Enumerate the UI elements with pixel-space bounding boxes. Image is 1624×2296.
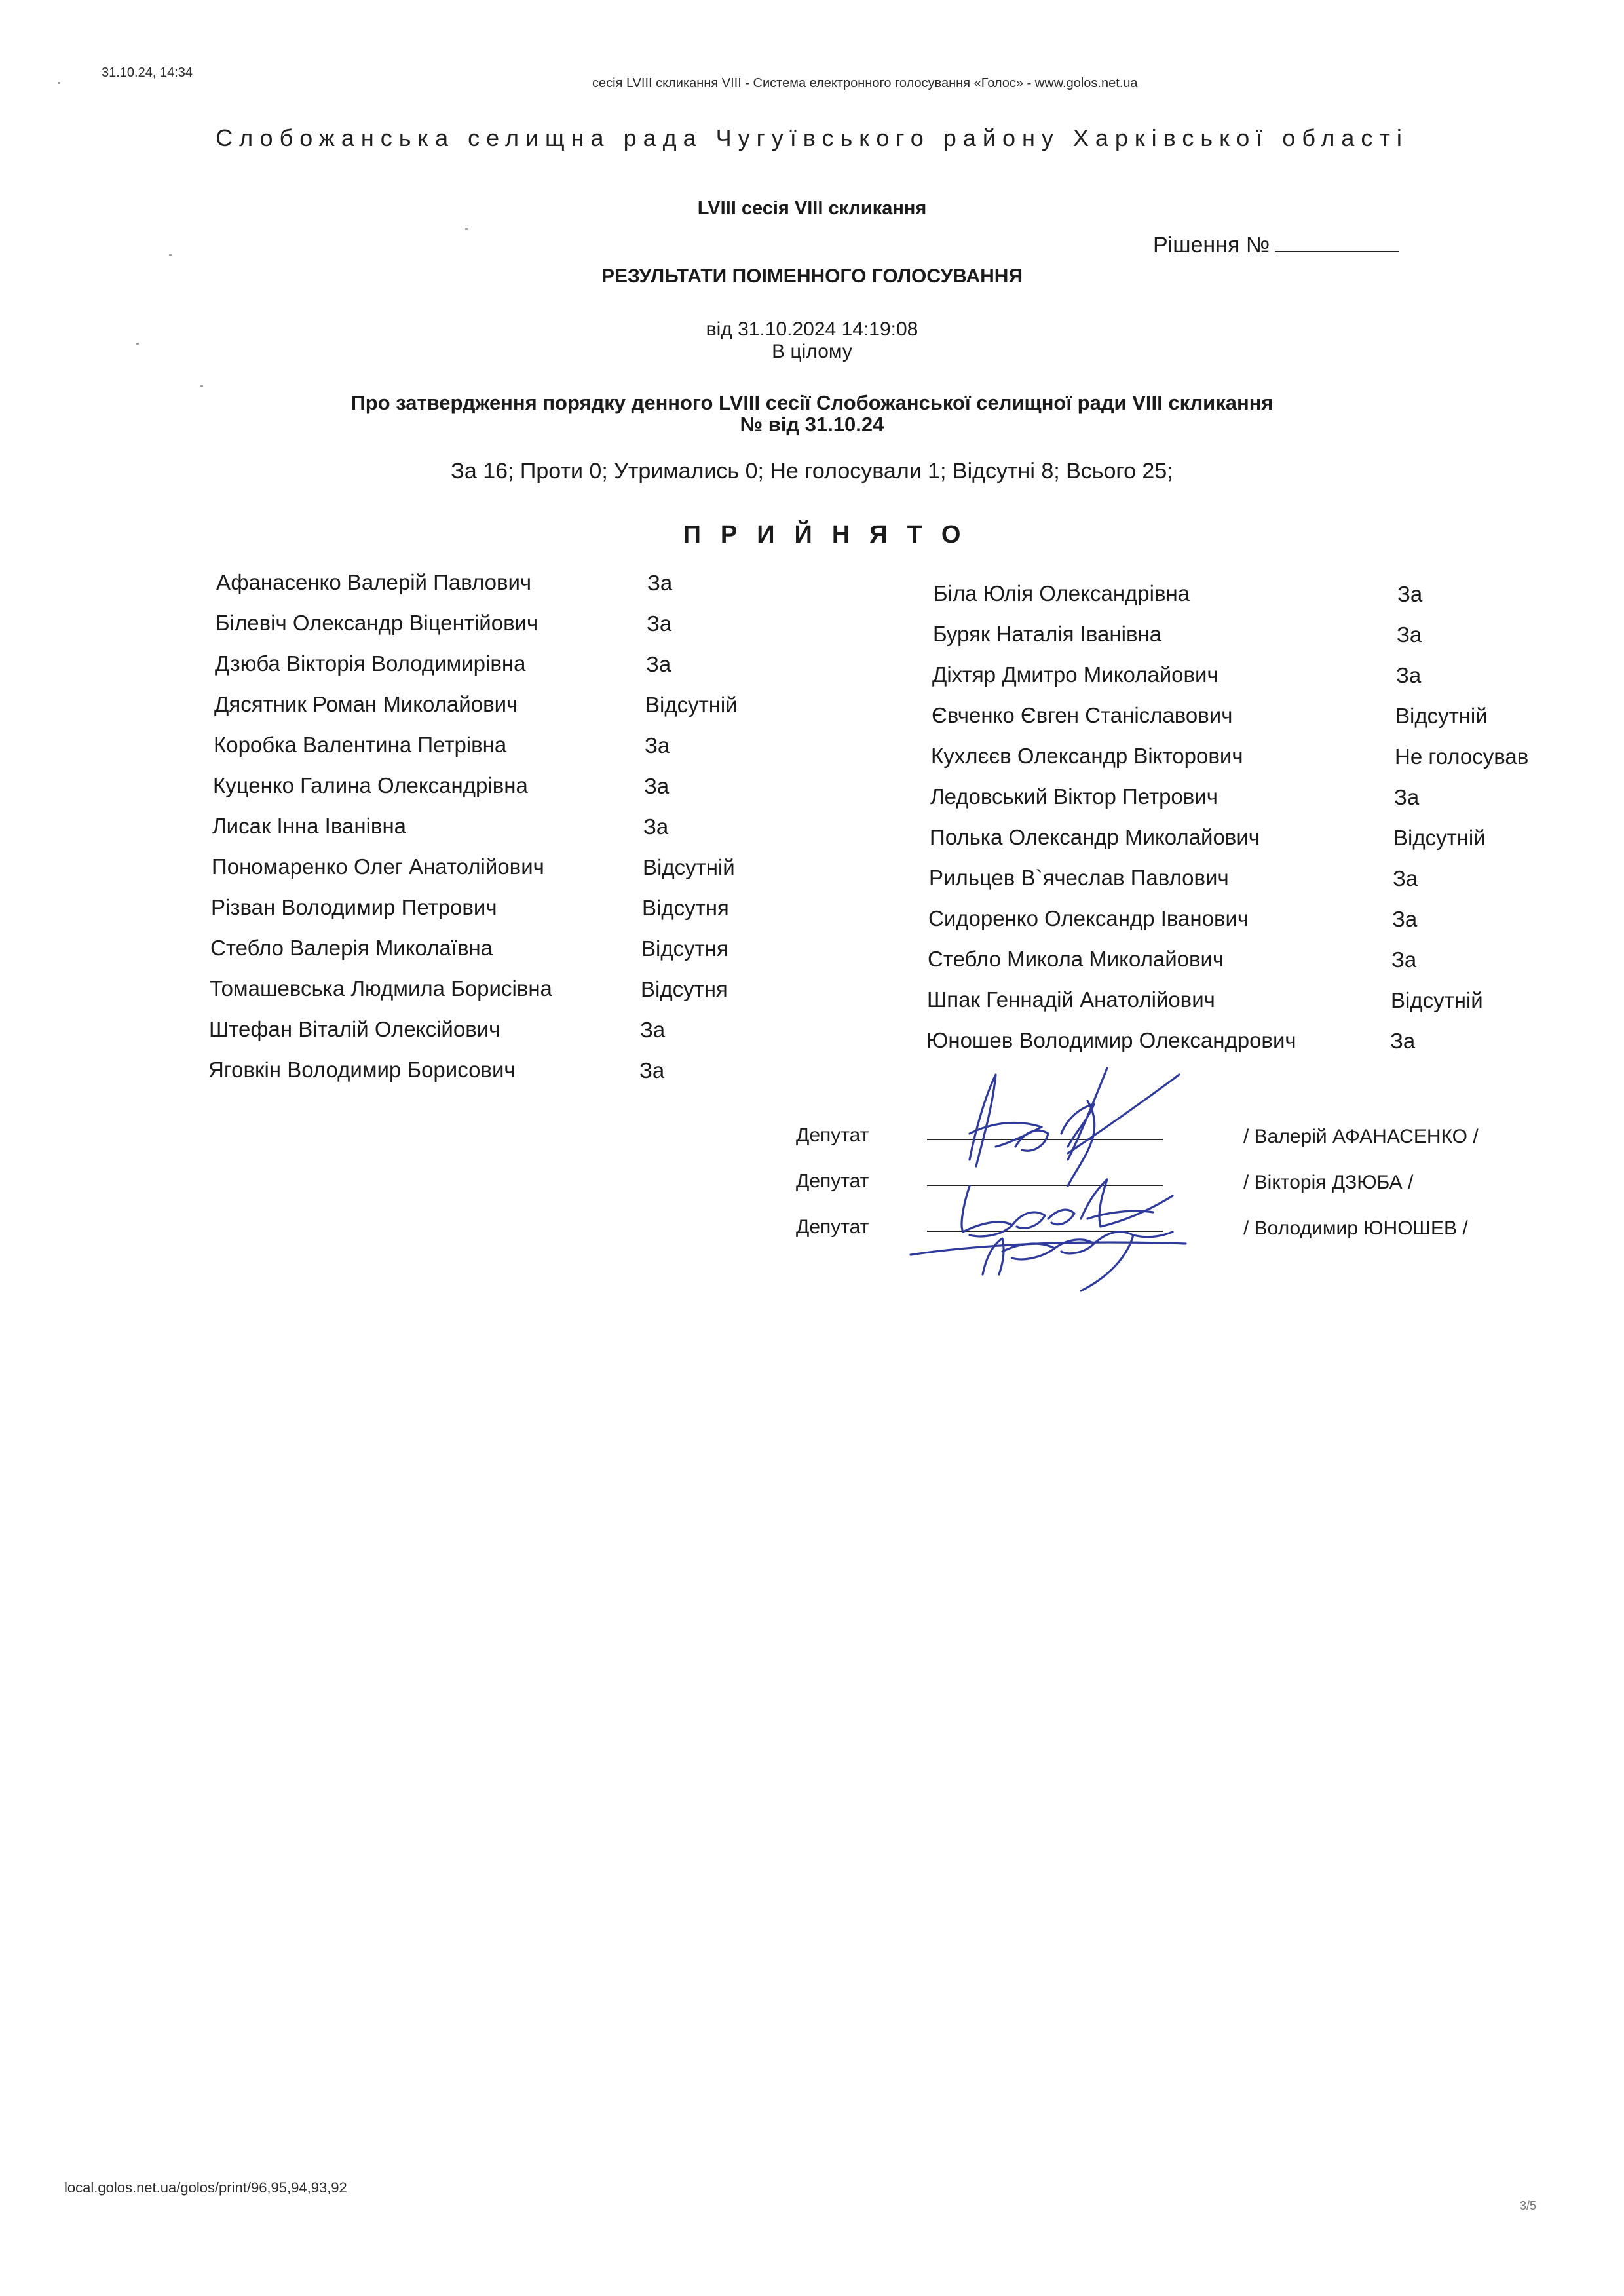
deputy-vote: Відсутній bbox=[1393, 826, 1486, 850]
deputy-vote: За bbox=[643, 814, 669, 839]
topic-line-2: № від 31.10.24 bbox=[740, 413, 884, 436]
deputy-name: Кухлєєв Олександр Вікторович bbox=[931, 744, 1243, 768]
handwritten-signatures bbox=[871, 1055, 1238, 1297]
session-title: LVIII сесія VIII скликання bbox=[697, 198, 927, 219]
deputy-vote: Відсутній bbox=[1391, 988, 1483, 1012]
deputy-name: Діхтяр Дмитро Миколайович bbox=[932, 662, 1218, 687]
outcome: ПРИЙНЯТО bbox=[683, 521, 981, 548]
signature-name-1: / Валерій АФАНАСЕНКО / bbox=[1243, 1126, 1479, 1147]
deputy-vote: Не голосував bbox=[1395, 744, 1529, 769]
vote-summary: За 16; Проти 0; Утримались 0; Не голосували 1; Відсутні 8; Всього 25; bbox=[451, 459, 1173, 484]
deputy-name: Яговкін Володимир Борисович bbox=[208, 1058, 516, 1082]
decision-blank-line bbox=[1275, 233, 1399, 252]
deputy-vote: За bbox=[1392, 907, 1418, 931]
deputy-name: Рильцев В`ячеслав Павлович bbox=[929, 866, 1229, 890]
deputy-name: Стебло Микола Миколайович bbox=[928, 947, 1224, 971]
deputy-name: Куценко Галина Олександрівна bbox=[213, 773, 528, 797]
deputy-vote: За bbox=[645, 733, 670, 757]
results-title: РЕЗУЛЬТАТИ ПОІМЕННОГО ГОЛОСУВАННЯ bbox=[601, 265, 1023, 287]
deputy-vote: За bbox=[1393, 866, 1418, 890]
signature-role-3: Депутат bbox=[796, 1216, 869, 1238]
vote-scope: В цілому bbox=[772, 341, 852, 362]
deputy-name: Стебло Валерія Миколаївна bbox=[210, 936, 493, 960]
deputy-name: Буряк Наталія Іванівна bbox=[933, 622, 1162, 646]
deputy-vote: За bbox=[1397, 582, 1423, 606]
vote-date: від 31.10.2024 14:19:08 bbox=[706, 318, 918, 340]
deputy-name: Коробка Валентина Петрівна bbox=[214, 733, 507, 757]
signature-role-1: Депутат bbox=[796, 1124, 869, 1146]
print-title: сесія LVIII скликання VIII - Система електронного голосування «Голос» - www.golos.net.ua bbox=[592, 76, 1138, 90]
deputy-name: Дясятник Роман Миколайович bbox=[214, 692, 518, 716]
deputy-vote: Відсутній bbox=[643, 855, 735, 879]
council-name: Слобожанська селищна рада Чугуївського району Харківської області bbox=[216, 124, 1408, 151]
deputy-vote: За bbox=[1396, 663, 1422, 687]
deputy-vote: За bbox=[646, 652, 671, 676]
deputy-vote: Відсутня bbox=[641, 977, 728, 1001]
deputy-vote: За bbox=[1397, 622, 1422, 647]
deputy-vote: Відсутній bbox=[645, 693, 738, 717]
scan-speck bbox=[200, 385, 203, 387]
topic-line-1: Про затвердження порядку денного LVIII сесії Слобожанської селищної ради VIII скликання bbox=[350, 391, 1274, 414]
footer-url: local.golos.net.ua/golos/print/96,95,94,93,92 bbox=[64, 2179, 347, 2196]
deputy-name: Лисак Інна Іванівна bbox=[212, 814, 407, 838]
decision-number bbox=[1153, 233, 1399, 258]
deputy-vote: Відсутня bbox=[642, 896, 729, 920]
page-number: 3/5 bbox=[1520, 2199, 1537, 2212]
deputy-vote: За bbox=[1390, 1029, 1416, 1053]
deputy-vote: За bbox=[647, 611, 672, 636]
deputy-vote: За bbox=[647, 571, 673, 595]
deputy-vote: Відсутній bbox=[1395, 704, 1488, 728]
deputy-name: Пономаренко Олег Анатолійович bbox=[212, 854, 544, 879]
deputy-name: Різван Володимир Петрович bbox=[211, 895, 497, 919]
scan-speck bbox=[58, 82, 60, 84]
deputy-name: Томашевська Людмила Борисівна bbox=[210, 976, 552, 1001]
deputy-name: Євченко Євген Станіславович bbox=[932, 703, 1233, 727]
deputy-name: Шпак Геннадій Анатолійович bbox=[927, 987, 1215, 1012]
deputy-name: Біла Юлія Олександрівна bbox=[934, 581, 1190, 605]
deputy-vote: За bbox=[1391, 947, 1417, 972]
deputy-name: Штефан Віталій Олексійович bbox=[209, 1017, 500, 1041]
deputy-vote: За bbox=[640, 1018, 666, 1042]
scan-speck bbox=[136, 343, 139, 345]
print-datetime: 31.10.24, 14:34 bbox=[102, 66, 193, 80]
deputy-name: Білевіч Олександр Віцентійович bbox=[216, 611, 538, 635]
deputy-vote: За bbox=[644, 774, 670, 798]
deputy-vote: За bbox=[639, 1058, 665, 1082]
signature-name-3: / Володимир ЮНОШЕВ / bbox=[1243, 1217, 1468, 1239]
deputy-name: Юношев Володимир Олександрович bbox=[926, 1028, 1296, 1052]
deputy-name: Сидоренко Олександр Іванович bbox=[928, 906, 1249, 930]
scan-speck bbox=[169, 254, 172, 256]
signature-role-2: Депутат bbox=[796, 1170, 869, 1192]
deputy-name: Дзюба Вікторія Володимирівна bbox=[215, 651, 526, 676]
deputy-vote: Відсутня bbox=[641, 936, 728, 961]
signature-name-2: / Вікторія ДЗЮБА / bbox=[1243, 1172, 1414, 1193]
deputy-name: Полька Олександр Миколайович bbox=[930, 825, 1260, 849]
decision-label: Рішення № bbox=[1153, 233, 1270, 258]
scan-speck bbox=[465, 228, 468, 230]
deputy-name: Афанасенко Валерій Павлович bbox=[216, 570, 532, 594]
deputy-vote: За bbox=[1394, 785, 1420, 809]
deputy-name: Ледовський Віктор Петрович bbox=[930, 784, 1218, 809]
